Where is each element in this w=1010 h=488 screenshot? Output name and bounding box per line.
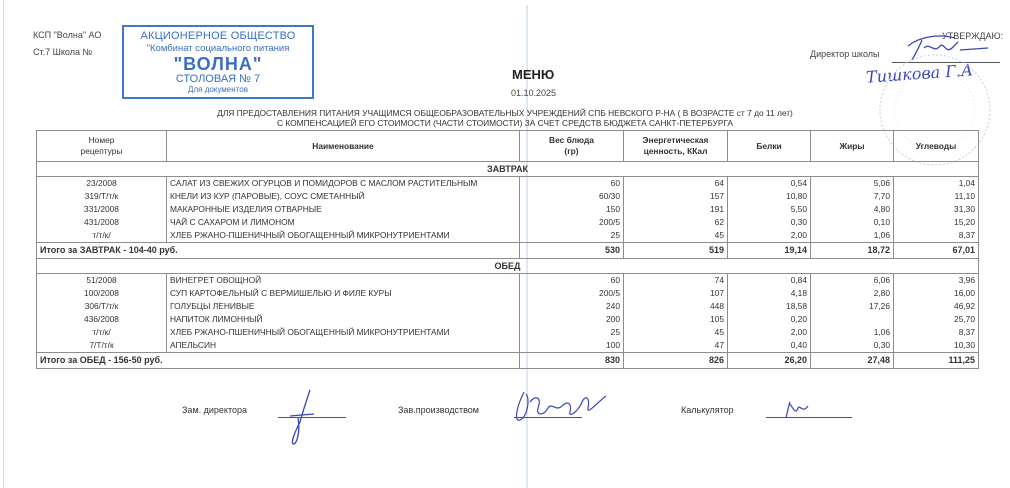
section-row-breakfast: [37, 162, 979, 177]
cell-protein: 2,00: [728, 326, 811, 339]
cell-carbs: 16,00: [894, 287, 979, 300]
table-header-row: [37, 131, 979, 162]
cell-protein: 0,20: [728, 313, 811, 326]
col-fat-header: Жиры: [811, 131, 894, 162]
cell-code: 306/Т/т/к: [37, 300, 167, 313]
total-label: Итого за ОБЕД - 156-50 руб.: [37, 353, 520, 369]
section-row-lunch: [37, 259, 979, 274]
cell-carbs: 46,92: [894, 300, 979, 313]
cell-energy: 448: [624, 300, 728, 313]
total-weight: 530: [520, 243, 624, 259]
cell-name: ВИНЕГРЕТ ОВОЩНОЙ: [167, 274, 520, 288]
cell-energy: 45: [624, 326, 728, 339]
cell-fat: 0,30: [811, 339, 894, 353]
table-row: [37, 177, 979, 191]
cell-protein: 0,54: [728, 177, 811, 191]
round-stamp-faint: [840, 60, 990, 130]
cell-protein: 0,84: [728, 274, 811, 288]
col-name-header: Наименование: [167, 131, 520, 162]
document-title: МЕНЮ: [512, 67, 555, 82]
cell-energy: 74: [624, 274, 728, 288]
production-head-label: Зав.производством: [398, 405, 479, 415]
cell-weight: 100: [520, 339, 624, 353]
table-row: [37, 203, 979, 216]
cell-protein: 0,30: [728, 216, 811, 229]
cell-weight: 60: [520, 274, 624, 288]
cell-fat: 6,06: [811, 274, 894, 288]
cell-energy: 45: [624, 229, 728, 243]
cell-name: АПЕЛЬСИН: [167, 339, 520, 353]
cell-fat: 1,06: [811, 326, 894, 339]
cell-weight: 60/30: [520, 190, 624, 203]
total-label: Итого за ЗАВТРАК - 104-40 руб.: [37, 243, 520, 259]
deputy-director-label: Зам. директора: [182, 405, 247, 415]
cell-weight: 200/5: [520, 216, 624, 229]
organization-stamp: [122, 25, 314, 99]
total-fat: 27,48: [811, 353, 894, 369]
col-energy-header: [624, 131, 728, 162]
cell-carbs: 1,04: [894, 177, 979, 191]
director-signature: [900, 32, 1000, 62]
col-weight-header: [520, 131, 624, 162]
cell-fat: 0,10: [811, 216, 894, 229]
cell-carbs: 15,20: [894, 216, 979, 229]
cell-fat: 2,80: [811, 287, 894, 300]
cell-carbs: 31,30: [894, 203, 979, 216]
calculator-signature: [784, 400, 814, 420]
approve-label: УТВЕРЖДАЮ:: [942, 31, 1004, 41]
total-fat: 18,72: [811, 243, 894, 259]
table-row: [37, 274, 979, 288]
director-name-handwritten: Тишкова Г.А: [865, 60, 974, 87]
total-energy: 826: [624, 353, 728, 369]
table-row: [37, 287, 979, 300]
cell-energy: 191: [624, 203, 728, 216]
cell-energy: 47: [624, 339, 728, 353]
total-protein: 26,20: [728, 353, 811, 369]
table-row: [37, 216, 979, 229]
cell-fat: 4,80: [811, 203, 894, 216]
cell-name: СУП КАРТОФЕЛЬНЫЙ С ВЕРМИШЕЛЬЮ И ФИЛЕ КУРЫ: [167, 287, 520, 300]
cell-carbs: 25,70: [894, 313, 979, 326]
total-weight: 830: [520, 353, 624, 369]
col-weight-label: Вес блюда (гр): [549, 135, 594, 156]
cell-weight: 25: [520, 229, 624, 243]
stamp-line-5: Для документов: [188, 84, 248, 94]
cell-name: ГОЛУБЦЫ ЛЕНИВЫЕ: [167, 300, 520, 313]
cell-energy: 62: [624, 216, 728, 229]
cell-code: 100/2008: [37, 287, 167, 300]
cell-energy: 105: [624, 313, 728, 326]
cell-fat: 7,70: [811, 190, 894, 203]
table-row: [37, 326, 979, 339]
stamp-line-3: "ВОЛНА": [173, 53, 263, 74]
cell-carbs: 3,96: [894, 274, 979, 288]
cell-energy: 157: [624, 190, 728, 203]
cell-carbs: 8,37: [894, 229, 979, 243]
cell-name: ХЛЕБ РЖАНО-ПШЕНИЧНЫЙ ОБОГАЩЕННЫЙ МИКРОНУТРИЕНТАМИ: [167, 229, 520, 243]
table-row: [37, 190, 979, 203]
table-row: [37, 300, 979, 313]
total-carbs: 111,25: [894, 353, 979, 369]
total-row-breakfast: [37, 243, 979, 259]
cell-protein: 0,40: [728, 339, 811, 353]
cell-weight: 240: [520, 300, 624, 313]
stamp-line-1: АКЦИОНЕРНОЕ ОБЩЕСТВО: [140, 30, 296, 42]
cell-energy: 64: [624, 177, 728, 191]
cell-name: САЛАТ ИЗ СВЕЖИХ ОГУРЦОВ И ПОМИДОРОВ С МАСЛОМ РАСТИТЕЛЬНЫМ: [167, 177, 520, 191]
stamp-line-4: СТОЛОВАЯ № 7: [175, 72, 261, 85]
cell-carbs: 11,10: [894, 190, 979, 203]
cell-name: ХЛЕБ РЖАНО-ПШЕНИЧНЫЙ ОБОГАЩЕННЫЙ МИКРОНУТРИЕНТАМИ: [167, 326, 520, 339]
cell-weight: 200: [520, 313, 624, 326]
cell-weight: 200/5: [520, 287, 624, 300]
menu-table: [36, 130, 979, 369]
cell-code: 436/2008: [37, 313, 167, 326]
org-name: КСП "Волна" АО: [33, 30, 102, 40]
cell-code: 331/2008: [37, 203, 167, 216]
cell-fat: [811, 313, 894, 326]
total-carbs: 67,01: [894, 243, 979, 259]
deputy-director-signature: [280, 388, 320, 448]
director-label: Директор школы: [810, 49, 880, 59]
cell-fat: 1,06: [811, 229, 894, 243]
cell-protein: 18,58: [728, 300, 811, 313]
cell-weight: 25: [520, 326, 624, 339]
cell-name: КНЕЛИ ИЗ КУР (ПАРОВЫЕ), СОУС СМЕТАННЫЙ: [167, 190, 520, 203]
cell-code: 23/2008: [37, 177, 167, 191]
cell-protein: 2,00: [728, 229, 811, 243]
stamp-line-2: "Комбинат социального питания: [146, 43, 290, 54]
document-date: 01.10.2025: [511, 88, 557, 98]
production-head-signature: [510, 388, 620, 428]
col-carbs-header: Углеводы: [894, 131, 979, 162]
table-row: [37, 229, 979, 243]
cell-energy: 107: [624, 287, 728, 300]
cell-code: т/т/к/: [37, 229, 167, 243]
table-row: [37, 313, 979, 326]
cell-weight: 150: [520, 203, 624, 216]
cell-fat: 17,26: [811, 300, 894, 313]
cell-weight: 60: [520, 177, 624, 191]
document-subtitle-2: С КОМПЕНСАЦИЕЙ ЕГО СТОИМОСТИ (ЧАСТИ СТОИМОСТИ) ЗА СЧЕТ СРЕДСТВ БЮДЖЕТА САНКТ-ПЕТЕРБУРГА: [276, 118, 734, 128]
cell-protein: 5,50: [728, 203, 811, 216]
section-title: ЗАВТРАК: [37, 162, 979, 177]
section-title: ОБЕД: [37, 259, 979, 274]
cell-name: ЧАЙ С САХАРОМ И ЛИМОНОМ: [167, 216, 520, 229]
cell-protein: 10,80: [728, 190, 811, 203]
col-code-header: [37, 131, 167, 162]
cell-protein: 4,18: [728, 287, 811, 300]
calculator-label: Калькулятор: [681, 405, 734, 415]
cell-code: 431/2008: [37, 216, 167, 229]
col-protein-header: Белки: [728, 131, 811, 162]
school-number: Ст.7 Школа №: [33, 47, 93, 57]
cell-code: 51/2008: [37, 274, 167, 288]
total-energy: 519: [624, 243, 728, 259]
table-row: [37, 339, 979, 353]
page-edge: [3, 0, 4, 488]
cell-code: т/т/к/: [37, 326, 167, 339]
document-subtitle-1: ДЛЯ ПРЕДОСТАВЛЕНИЯ ПИТАНИЯ УЧАЩИМСЯ ОБЩЕОБРАЗОВАТЕЛЬНЫХ УЧРЕЖДЕНИЙ СПБ НЕВСКОГО Р-НА ( В ВОЗРАСТЕ ст 7 до 11 лет): [217, 108, 793, 118]
total-row-lunch: [37, 353, 979, 369]
cell-carbs: 10,30: [894, 339, 979, 353]
col-code-label: Номер рецептуры: [80, 135, 123, 156]
cell-carbs: 8,37: [894, 326, 979, 339]
cell-name: МАКАРОННЫЕ ИЗДЕЛИЯ ОТВАРНЫЕ: [167, 203, 520, 216]
total-protein: 19,14: [728, 243, 811, 259]
cell-code: 319/Т/т/к: [37, 190, 167, 203]
cell-fat: 5,06: [811, 177, 894, 191]
cell-code: 7/Т/т/к: [37, 339, 167, 353]
col-energy-label: Энергетическая ценность, ККал: [642, 135, 709, 156]
cell-name: НАПИТОК ЛИМОННЫЙ: [167, 313, 520, 326]
